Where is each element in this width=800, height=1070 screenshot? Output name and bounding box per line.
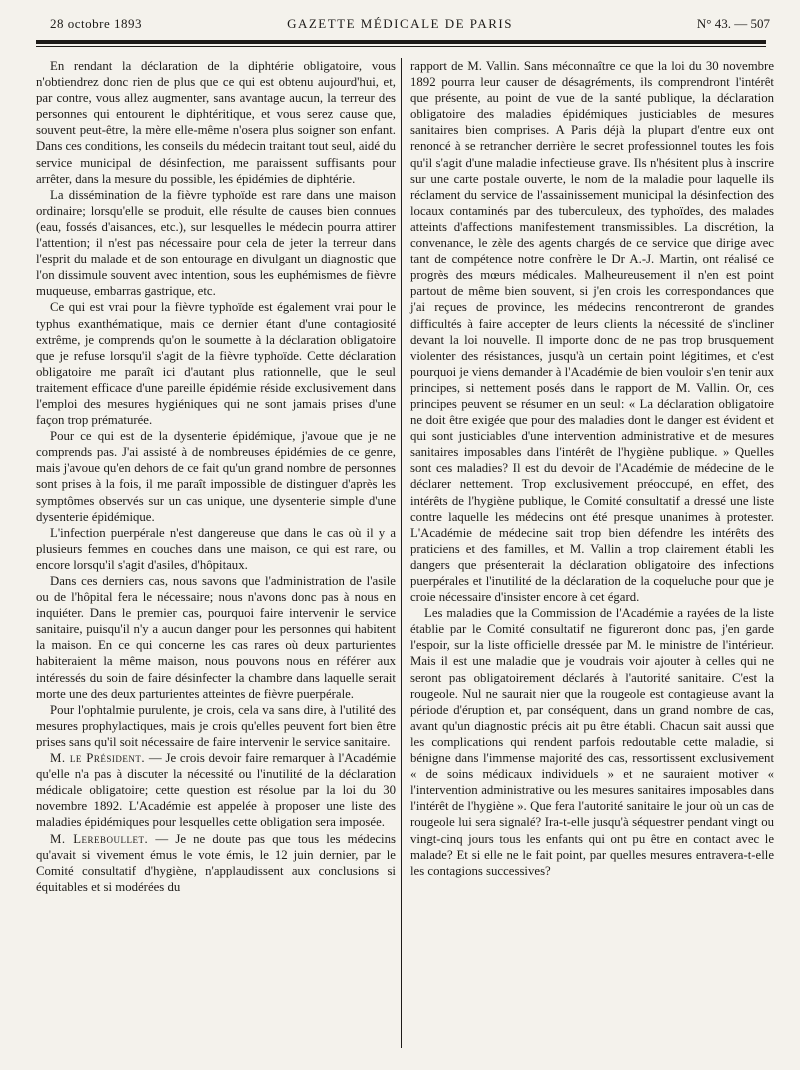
speech-text: — Je ne doute pas que tous les médecins qu'avait si vivement émus le vote émis, le 12 juin dernier, par le Comité consultatif d'hygiène, n'applaudissent aux conclusions si équitables et si modérées du [36,831,396,894]
paragraph [36,750,396,830]
paragraph: Pour l'ophtalmie purulente, je crois, cela va sans dire, à l'utilité des mesures prophylactiques, mais je crois qu'elles peuvent fort bien être prises sans qu'il soit nécessaire de faire intervenir le service sanitaire. [36,702,396,749]
paragraph: Ce qui est vrai pour la fièvre typhoïde est également vrai pour le typhus exanthématique, mais ce dernier étant d'une contagiosité extrême, je comprends qu'on le soumette à la déclaration obligatoire que je refuse lorsqu'il s'agit de la fièvre typhoïde. Cette déclaration obligatoire me paraît ici d'autant plus rationnelle, que le seul traitement efficace d'une pareille épidémie réside exclusivement dans l'emploi des mesures hygiéniques qui ne sont jamais prises d'une façon trop prématurée. [36,300,396,428]
paragraph: Pour ce qui est de la dysenterie épidémique, j'avoue que je ne comprends pas. J'ai assisté à de nombreuses épidémies de ce genre, mais j'avoue qu'en dehors de ce fait qu'un grand nombre de personnes sont prises à la fois, il me paraît impossible de distinguer d'après les symptômes observés sur un cas unique, une dysenterie simple d'une dysenterie épidémique. [36,429,396,524]
paragraph: L'infection puerpérale n'est dangereuse que dans le cas où il y a plusieurs femmes en couches dans une maison, ce qui est rare, ou encore lorsqu'il s'agit d'asiles, d'hôpitaux. [36,525,396,572]
page-header [30,14,770,36]
paragraph: Les maladies que la Commission de l'Académie a rayées de la liste établie par le Comité consultatif ne figureront donc pas, j'en garde l'espoir, sur la liste officielle dressée par M. le ministre de l'intérieur. Mais il est une maladie que je voudrais voir ajouter à celles qui ne seront pas obligatoirement déclarés à l'autorité sanitaire. C'est la rougeole. Nul ne saurait nier que la rougeole est contagieuse avant la période d'éruption et, par conséquent, dans un grand nombre de cas, avant qu'un diagnostic précis ait pu être établi. Chacun sait aussi que les complications qui rendent parfois redoutable cette maladie, si bénigne dans l'immense majorité des cas, ressortissent exclusivement « de soins médicaux individuels » et ne sauraient motiver « l'intervention administrative ou les mesures sanitaires imposables dans l'intérêt de l'hygiène ». Que fera l'autorité sanitaire le jour où un cas de rougeole lui sera signalé? Ira-t-elle jusqu'à séquestrer pendant vingt ou vingt-cinq jours tous les enfants qui ont pu être en contact avec le malade? Et si elle ne le fait point, par quelles mesures entravera-t-elle les contagions successives? [410,606,774,878]
paragraph [36,831,396,895]
paragraph: La dissémination de la fièvre typhoïde est rare dans une maison ordinaire; lorsqu'elle se produit, elle résulte de causes bien connues (eau, fossés d'aisances, etc.), sur lesquelles le médecin pourra attirer l'attention; il n'est pas nécessaire pour cela de jeter la terreur dans l'esprit du malade et de son entourage en divulgant un diagnostic que l'on dissimule souvent avec intention, sous les euphémismes de fièvre muqueuse, embarras gastrique, etc. [36,187,396,299]
paragraph: rapport de M. Vallin. Sans méconnaître ce que la loi du 30 novembre 1892 pourra leur causer de désagréments, ils comprendront l'intérêt que présente, au point de vue de la santé publique, la déclaration obligatoire des maladies épidémiques justiciables de mesures sanitaires bien comprises. A Paris déjà la plupart d'entre eux ont renoncé à se retrancher derrière le secret professionnel toutes les fois qu'il s'agit d'une maladie infectieuse grave. Ils n'hésitent plus à inscrire sur une carte postale ouverte, le nom de la maladie pour laquelle ils réclament du service de l'assainissement municipal la désinfection des locaux contaminés par des tuberculeux, des typhoïdes, des malades atteints d'affections manifestement transmissibles. La discrétion, la convenance, le zèle des agents chargés de ce service que dirige avec tant de compétence notre confrère le Dr A.-J. Martin, ont réalisé ce progrès des mœurs médicales. Malheureusement il n'en est point partout de même bien souvent, si j'en crois les correspondances que j'ai reçues de province, les médecins rencontreront de grandes difficultés à faire accepter de leurs clients la nécessité de s'incliner devant la loi nouvelle. Il importe donc de ne pas trop brusquement violenter des résistances, jusqu'à un certain point légitimes, et c'est pourquoi je viens demander à l'Académie de bien vouloir s'en tenir aux principes, si nettement posés dans le rapport de M. Vallin. Or, ces principes peuvent se résumer en un seul: « La déclaration obligatoire ne doit être exigée que pour des maladies dont le danger est évident et qui sont justiciables d'une intervention administrative et de mesures sanitaires imposables dans l'intérêt de l'hygiène publique. » Quelles sont ces maladies? Il est du devoir de l'Académie de médecine de le déclarer nettement. Trop exclusivement préoccupé, en effet, des intérêts de l'hygiène publique, le Comité consultatif a dressé une liste contre laquelle les médecins ont été presque unanimes à protester. L'Académie de médecine sait trop bien défendre les intérêts des praticiens et des familles, et M. Vallin a trop clairement établi les dangers que présenterait la déclaration obligatoire des infections puerpérales et l'inutilité de la déclaration de la coqueluche pour que je croie nécessaire d'insister encore à cet égard. [410,59,774,605]
right-column [410,58,774,879]
column-divider [401,58,402,1048]
speaker-name: M. Lereboullet. [50,831,149,846]
issue-date: 28 octobre 1893 [50,16,142,31]
header-rule-thin [36,46,766,47]
speech-text: — Je crois devoir faire remarquer à l'Académie qu'elle n'a pas à discuter la nécessité ou l'inutilité de la déclaration médicale obligatoire; cette question est résolue par la loi du 30 novembre 1892. L'Académie est appelée à proposer une liste des maladies épidémiques pour lesquelles cette obligation sera imposée. [36,751,396,830]
paragraph: Dans ces derniers cas, nous savons que l'administration de l'asile ou de l'hôpital fera le nécessaire; nous n'avons donc pas à nous en inquiéter. Dans le premier cas, pourquoi faire intervenir le service sanitaire, puisqu'il n'y a aucun danger pour les personnes qui habitent la maison. En ce qui concerne les cas rares où deux parturientes habiteraient la même maison, nous pouvons nous en référer aux intéressés du soin de faire désinfecter la chambre dans laquelle serait morte une des deux parturientes atteintes de fièvre puerpérale. [36,574,396,701]
speaker-name: M. le Président. [50,751,146,766]
journal-title: GAZETTE MÉDICALE DE PARIS [287,16,513,31]
left-column [36,58,396,895]
paragraph: En rendant la déclaration de la diphtérie obligatoire, vous n'obtiendrez donc rien de plus que ce qui est obtenu aujourd'hui, et, par contre, vous allez augmenter, sans avantage aucun, la terreur des personnes qui entourent le diphtéritique, et vous serez cause que, souvent peut-être, la mère elle-même n'osera plus soigner son enfant. Dans ces conditions, les conseils du médecin traitant tout seul, aidé du service municipal de désinfection, me paraissent suffisants pour arrêter, dans la mesure du possible, les épidémies de diphtérie. [36,59,397,186]
header-rule-thick [36,40,766,44]
issue-page-number: N° 43. — 507 [696,16,770,31]
